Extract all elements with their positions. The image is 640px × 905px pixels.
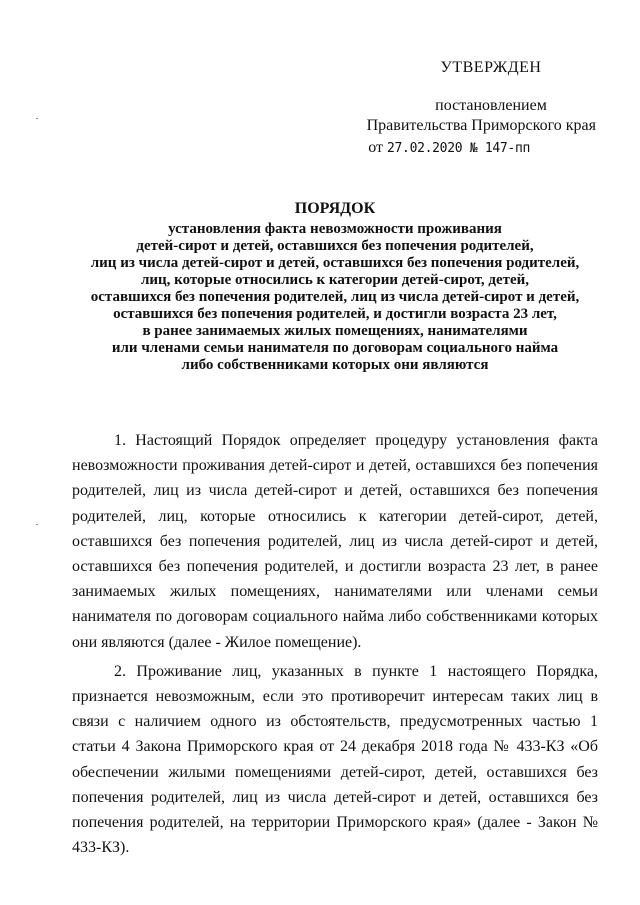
title-line: оставшихся без попечения родителей, лиц из числа детей-сирот и детей, [90, 289, 580, 305]
title-line: в ранее занимаемых жилых помещениях, нанимателями [142, 323, 528, 339]
paragraph-1: 1. Настоящий Порядок определяет процедуру установления факта невозможности проживания детей-сирот и детей, оставшихся без попечения родителей, лиц из числа детей-сирот и детей, оставшихся без попечения родителей, лиц, которые относились к категории детей-сирот, детей, оставшихся без попечения родителей, лиц из числа детей-сирот и детей, оставшихся без попечения родителей, и достигли возраста 23 лет, в ранее занимаемых жилых помещениях, нанимателями или членами семьи нанимателя по договорам социального найма либо собственниками которых они являются (далее - Жилое помещение). [72, 432, 598, 651]
approval-date-number: 27.02.2020 № 147-пп [386, 141, 530, 156]
paragraph-2: 2. Проживание лиц, указанных в пункте 1 настоящего Порядка, признается невозможным, если это противоречит интересам таких лиц в связи с наличием одного из обстоятельств, предусмотренных частью 1 статьи 4 Закона Приморского края от 24 декабря 2018 года № 433-КЗ «Об обеспечении жилыми помещениями детей-сирот, детей, оставшихся без попечения родителей, лиц из числа детей-сирот и детей, оставшихся без попечения родителей, на территории Приморского края» (далее - Закон № 433-КЗ). [72, 662, 598, 857]
title-line: лиц из числа детей-сирот и детей, оставшихся без попечения родителей, [90, 255, 580, 271]
document-body [72, 428, 598, 860]
title-line: или членами семьи нанимателя по договорам социального найма [111, 340, 559, 356]
approval-block [356, 58, 596, 159]
title-line: оставшихся без попечения родителей, и достигли возраста 23 лет, [113, 306, 557, 322]
approval-by-resolution: постановлением [435, 97, 547, 114]
title-line: лиц, которые относились к категории детей-сирот, детей, [140, 272, 530, 288]
title-line: детей-сирот и детей, оставшихся без попечения родителей, [136, 238, 534, 254]
approval-date-prefix: от [368, 139, 383, 156]
title-line: либо собственниками которых они являются [181, 357, 489, 373]
scan-margin-mark [36, 118, 38, 119]
title-line: установления факта невозможности проживания [168, 221, 502, 237]
document-title-block [72, 200, 598, 374]
scan-margin-mark [36, 524, 38, 525]
approval-title: УТВЕРЖДЕН [440, 59, 542, 76]
approval-date-line [356, 138, 596, 159]
document-title: ПОРЯДОК [294, 200, 376, 217]
approval-government: Правительства Приморского края [366, 117, 596, 134]
